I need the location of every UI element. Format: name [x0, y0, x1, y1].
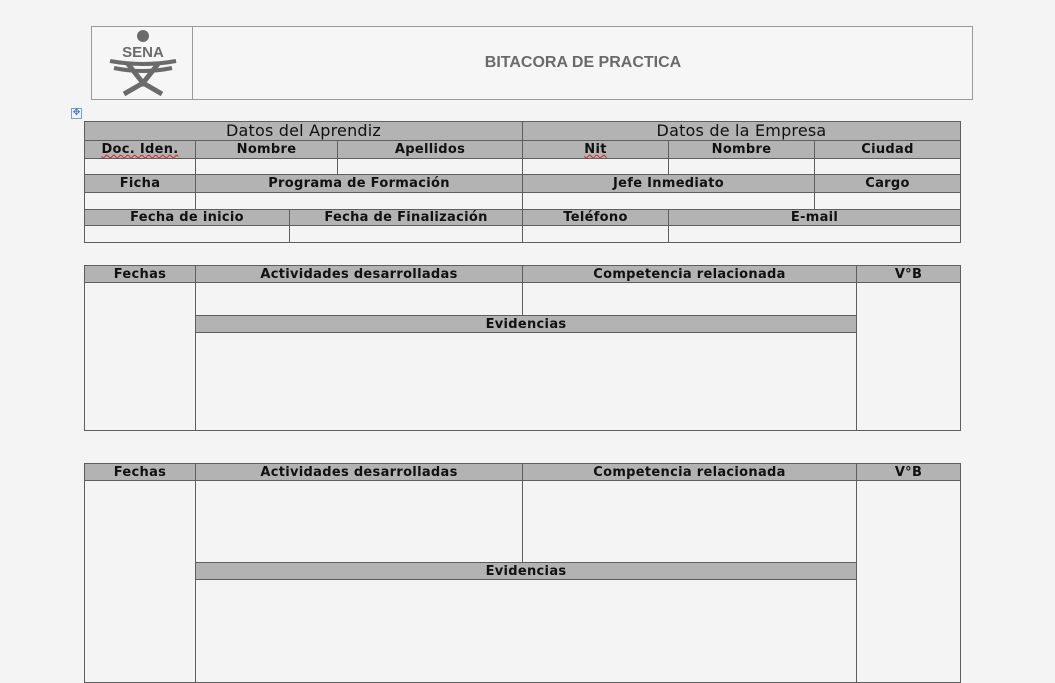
document-title: BITACORA DE PRACTICA	[484, 54, 682, 71]
aprendiz-section-title: Datos del Aprendiz	[84, 121, 523, 141]
fecha-finalizacion-header: Fecha de Finalización	[289, 209, 523, 226]
jefe-field[interactable]	[522, 192, 815, 210]
nombre-aprendiz-field[interactable]	[195, 158, 338, 175]
svg-text:SENA: SENA	[122, 44, 164, 61]
doc-iden-header: Doc. Iden.	[84, 140, 196, 159]
telefono-header: Teléfono	[522, 209, 669, 226]
telefono-field[interactable]	[522, 225, 669, 243]
actividades-field[interactable]	[195, 282, 523, 316]
empresa-section-title: Datos de la Empresa	[522, 121, 961, 141]
ficha-field[interactable]	[84, 192, 196, 210]
cargo-header: Cargo	[814, 174, 961, 193]
email-field[interactable]	[668, 225, 961, 243]
actividades-field[interactable]	[195, 480, 523, 563]
ciudad-field[interactable]	[814, 158, 961, 175]
programa-field[interactable]	[195, 192, 523, 210]
fechas-header: Fechas	[84, 265, 196, 283]
competencia-header: Competencia relacionada	[522, 463, 857, 481]
jefe-header: Jefe Inmediato	[522, 174, 815, 193]
cargo-field[interactable]	[814, 192, 961, 210]
vobo-field[interactable]	[856, 282, 961, 431]
actividades-header: Actividades desarrolladas	[195, 463, 523, 481]
sena-logo-icon	[92, 27, 192, 99]
fecha-inicio-field[interactable]	[84, 225, 290, 243]
email-header: E-mail	[668, 209, 961, 226]
programa-header: Programa de Formación	[195, 174, 523, 193]
competencia-field[interactable]	[522, 282, 857, 316]
document-header	[91, 26, 973, 100]
fechas-field[interactable]	[84, 282, 196, 431]
evidencias-field[interactable]	[195, 579, 857, 683]
sena-logo	[92, 27, 193, 99]
apellidos-field[interactable]	[337, 158, 523, 175]
actividades-header: Actividades desarrolladas	[195, 265, 523, 283]
fecha-inicio-header: Fecha de inicio	[84, 209, 290, 226]
ficha-header: Ficha	[84, 174, 196, 193]
competencia-header: Competencia relacionada	[522, 265, 857, 283]
fecha-finalizacion-field[interactable]	[289, 225, 523, 243]
vobo-header: V°B	[856, 265, 961, 283]
nombre-empresa-field[interactable]	[668, 158, 815, 175]
apellidos-header: Apellidos	[337, 140, 523, 159]
evidencias-field[interactable]	[195, 332, 857, 431]
nombre-aprendiz-header: Nombre	[195, 140, 338, 159]
evidencias-header: Evidencias	[195, 562, 857, 580]
fechas-field[interactable]	[84, 480, 196, 683]
fechas-header: Fechas	[84, 463, 196, 481]
vobo-header: V°B	[856, 463, 961, 481]
ciudad-header: Ciudad	[814, 140, 961, 159]
vobo-field[interactable]	[856, 480, 961, 683]
table-move-handle-icon[interactable]: ✥	[72, 108, 81, 118]
doc-iden-field[interactable]	[84, 158, 196, 175]
nit-header: Nit	[522, 140, 669, 159]
evidencias-header: Evidencias	[195, 315, 857, 333]
competencia-field[interactable]	[522, 480, 857, 563]
nit-field[interactable]	[522, 158, 669, 175]
nombre-empresa-header: Nombre	[668, 140, 815, 159]
